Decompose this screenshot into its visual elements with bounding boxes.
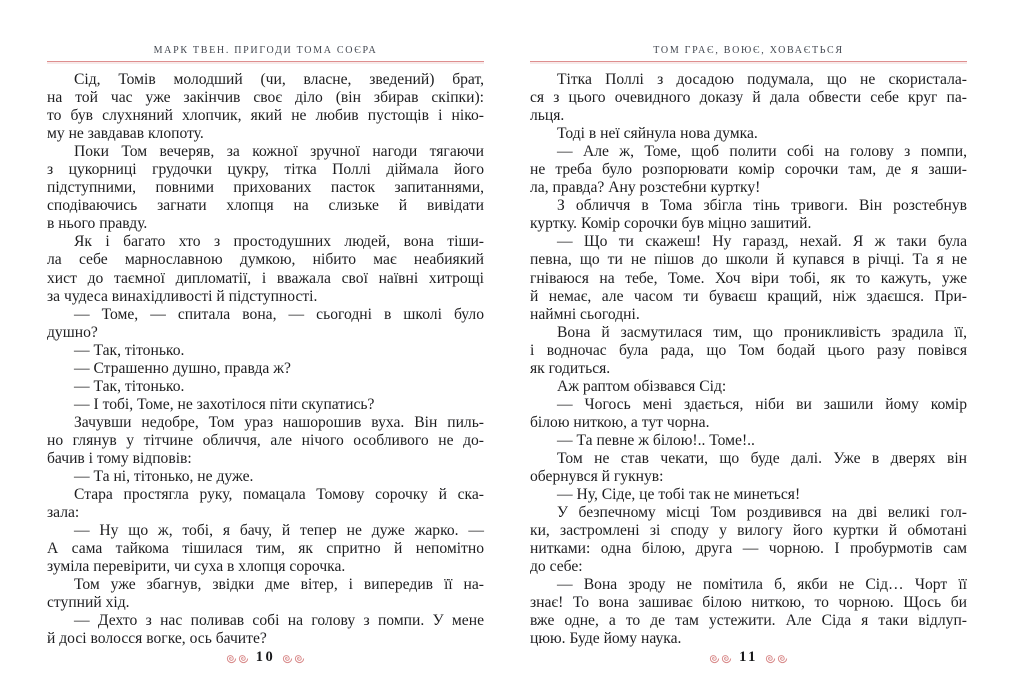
- text-line: Том не став чекати, що буде далі. Уже в дверях він: [557, 449, 967, 467]
- paragraph: [47, 378, 484, 396]
- paragraph: [47, 233, 484, 305]
- paragraph: [47, 396, 484, 414]
- spiral-flourish-icon: [765, 653, 788, 664]
- text-line: на той час уже закінчив своє діло (він збирав скіпки):: [47, 89, 484, 107]
- text-line: — Але ж, Томе, щоб полити собі на голову з помпи,: [557, 143, 967, 161]
- text-line: му не завдавав клопоту.: [47, 125, 204, 143]
- paragraph: [530, 324, 967, 378]
- text-line: — Дехто з нас поливав собі на голову з помпи. У мене: [74, 612, 484, 630]
- paragraph: [530, 143, 967, 197]
- paragraph: [47, 612, 484, 648]
- text-line: ла себе марнославною думкою, нібито має неабиякий: [47, 251, 484, 269]
- spiral-flourish-icon: [282, 653, 305, 664]
- text-line: но глянув у тітчине обличчя, але нічого особливого не до-: [47, 431, 484, 449]
- paragraph: [530, 71, 967, 125]
- right-page: [530, 0, 967, 700]
- paragraph: [47, 306, 484, 342]
- text-line: Зачувши недобре, Том ураз нашорошив вуха. Він пиль-: [74, 413, 484, 431]
- header-rule: [47, 61, 484, 62]
- paragraph: [47, 468, 484, 486]
- text-line: зуміла перевірити, чи суха в хлопця сорочка.: [47, 558, 346, 576]
- text-line: і водночас була рада, що Том бодай цього разу повівся: [530, 341, 967, 359]
- paragraph: [530, 486, 967, 504]
- paragraph: [530, 233, 967, 323]
- running-header: ТОМ ГРАЄ, ВОЮЄ, ХОВАЄТЬСЯ: [653, 45, 844, 56]
- text-line: за чудеса винахідливості й підступності.: [47, 287, 318, 305]
- text-line: — Та ні, тітонько, не дуже.: [74, 468, 254, 486]
- text-line: з цукорниці грудочки цукру, тітка Поллі діймала його: [47, 161, 484, 179]
- text-line: — Чогось мені здається, ніби ви зашили йому комір: [557, 395, 967, 413]
- text-line: й досі волосся вогке, ось бачите?: [47, 630, 267, 648]
- text-line: до себе:: [530, 558, 583, 576]
- spiral-flourish-icon: [709, 653, 732, 664]
- text-line: вже одне, а то де там устежити. Але Сіда я таки відлуп-: [530, 612, 967, 630]
- paragraph: [530, 576, 967, 648]
- text-line: Тоді в неї сяйнула нова думка.: [557, 125, 758, 143]
- text-line: ки, застромлені зі споду у вилогу його куртки й обмотані: [530, 522, 967, 540]
- text-line: як годиться.: [530, 359, 611, 377]
- paragraph: [530, 197, 967, 233]
- text-line: — Так, тітонько.: [74, 377, 185, 395]
- text-line: наймні сьогодні.: [530, 305, 640, 323]
- text-line: — Страшенно душно, правда ж?: [74, 359, 291, 377]
- paragraph: [47, 486, 484, 522]
- text-line: не треба було розпорювати комір сорочки там, де я заши-: [530, 161, 967, 179]
- paragraph: [530, 450, 967, 486]
- text-line: цюю. Буде йому наука.: [530, 630, 682, 648]
- text-line: — Ну, Сіде, це тобі так не минеться!: [557, 486, 801, 504]
- text-line: хист до таємної дипломатії, і вважала свої наївні хитрощі: [47, 269, 484, 287]
- text-line: то був слухняний хлопчик, який не любив пустощів і ніко-: [47, 107, 484, 125]
- text-line: Вона й засмутилася тим, що проникливість зрадила її,: [557, 323, 967, 341]
- text-line: Сід, Томів молодший (чи, власне, зведений) брат,: [74, 71, 484, 88]
- page-footer: [530, 651, 967, 666]
- text-line: Аж раптом обізвався Сід:: [557, 377, 727, 395]
- text-line: обернувся й гукнув:: [530, 468, 664, 486]
- left-page: [47, 0, 484, 700]
- text-line: ся з цього очевидного доказу й дала обвести себе круг па-: [530, 89, 967, 107]
- text-line: — І тобі, Томе, не захотілося піти скупатись?: [74, 395, 375, 413]
- running-header: МАРК ТВЕН. ПРИГОДИ ТОМА СОЄРА: [153, 45, 378, 56]
- text-line: куртку. Комір сорочки був міцно зашитий.: [530, 215, 812, 233]
- page-text: [530, 71, 967, 649]
- text-line: З обличчя в Тома збігла тінь тривоги. Він розстебнув: [557, 197, 967, 215]
- paragraph: [47, 414, 484, 468]
- text-line: й немає, але часом ти буваєш кращий, ніж здаєшся. При-: [530, 287, 967, 305]
- text-line: Стара простягла руку, помацала Томову сорочку й ска-: [74, 486, 484, 504]
- paragraph: [530, 378, 967, 396]
- text-line: Поки Том вечеряв, за кожної зручної нагоди тягаючи: [74, 143, 484, 161]
- text-line: — Що ти скажеш! Ну гаразд, нехай. Я ж таки була: [557, 233, 967, 251]
- text-line: сподіваючись загнати хлопця на слизьке й вивідати: [47, 197, 484, 215]
- text-line: знає! То вона зашиває білою ниткою, то чорною. Щось би: [530, 594, 967, 612]
- text-line: — Томе, — спитала вона, — сьогодні в школі було: [74, 305, 484, 323]
- text-line: — Ну що ж, тобі, я бачу, й тепер не дуже жарко. —: [74, 522, 484, 540]
- spiral-flourish-icon: [226, 653, 249, 664]
- text-line: — Вона зроду не помітила б, якби не Сід… Чорт її: [557, 576, 967, 594]
- paragraph: [47, 71, 484, 143]
- text-line: льця.: [530, 107, 565, 125]
- text-line: Тітка Поллі з досадою подумала, що не скористала-: [557, 71, 967, 88]
- text-line: певна, що ти не пішов до школи й купався в річці. Та я не: [530, 251, 967, 269]
- paragraph: [530, 504, 967, 576]
- paragraph: [530, 125, 967, 143]
- page-text: [47, 71, 484, 649]
- text-line: гніваюся на тебе, Томе. Хоч віри тобі, як то кажуть, уже: [530, 269, 967, 287]
- page-number: 11: [739, 649, 758, 665]
- text-line: в нього правду.: [47, 215, 148, 233]
- text-line: У безпечному місці Том роздивився на дві великі гол-: [557, 504, 967, 522]
- page-footer: [47, 651, 484, 666]
- paragraph: [47, 143, 484, 233]
- paragraph: [47, 522, 484, 576]
- paragraph: [530, 432, 967, 450]
- text-line: Том уже збагнув, звідки дме вітер, і випередив її на-: [74, 576, 484, 594]
- text-line: — Так, тітонько.: [74, 341, 185, 359]
- paragraph: [530, 396, 967, 432]
- text-line: бачив і тому відповів:: [47, 449, 192, 467]
- paragraph: [47, 576, 484, 612]
- text-line: ступний хід.: [47, 594, 130, 612]
- text-line: зала:: [47, 504, 80, 522]
- text-line: — Та певне ж білою!.. Томе!..: [557, 431, 755, 449]
- text-line: А сама тайкома тішилася тим, як спритно й непомітно: [47, 540, 484, 558]
- text-line: душно?: [47, 323, 98, 341]
- text-line: ла, правда? Ану розстебни куртку!: [530, 179, 761, 197]
- paragraph: [47, 360, 484, 378]
- text-line: підступними, повними прихованих пасток запитаннями,: [47, 179, 484, 197]
- paragraph: [47, 342, 484, 360]
- text-line: нитками: одна білою, друга — чорною. І пробурмотів сам: [530, 540, 967, 558]
- header-rule: [530, 61, 967, 62]
- text-line: Як і багато хто з простодушних людей, вона тіши-: [74, 233, 484, 251]
- text-line: білою ниткою, а тут чорна.: [530, 413, 710, 431]
- page-number: 10: [255, 649, 276, 665]
